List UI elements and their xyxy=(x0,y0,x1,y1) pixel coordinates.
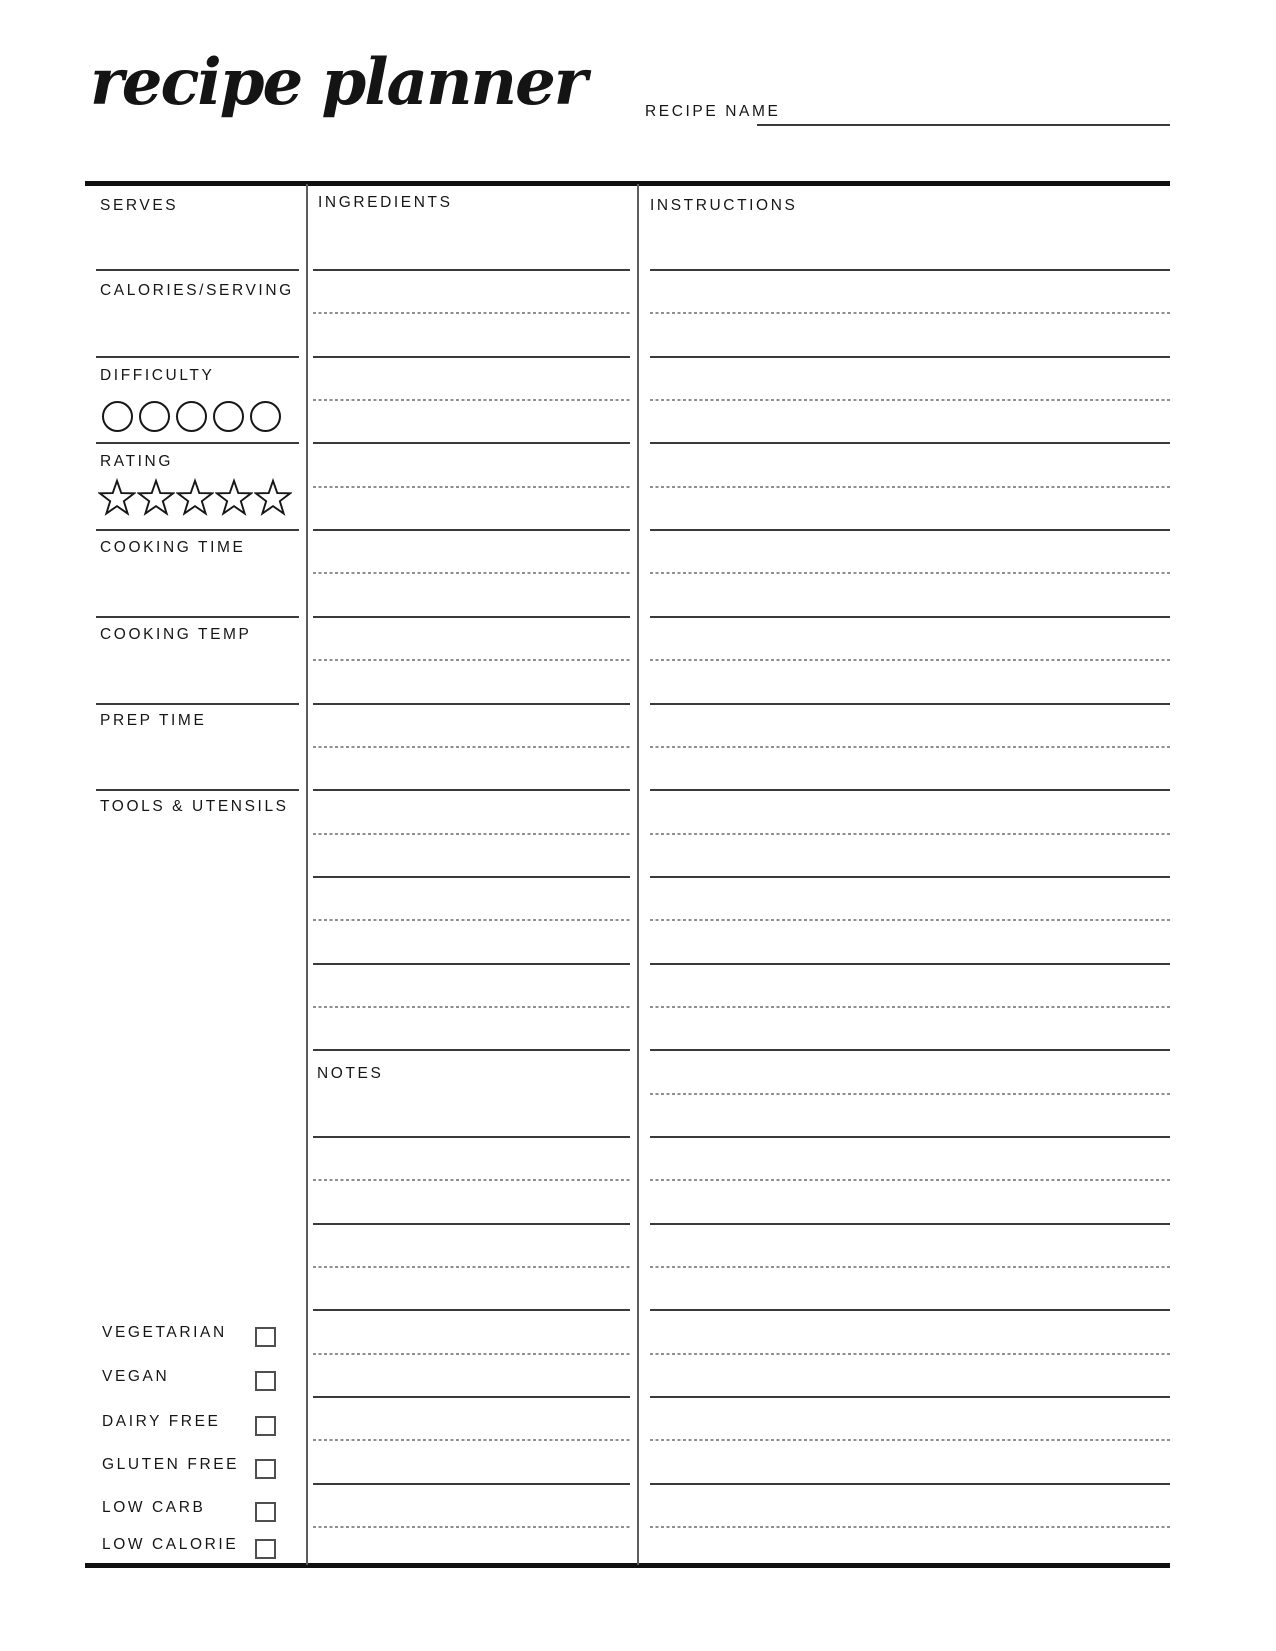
calories-per-serving-label: CALORIES/SERVING xyxy=(100,282,294,299)
instructions-area[interactable] xyxy=(650,270,1170,1527)
rating-star-icon[interactable] xyxy=(98,478,136,516)
instructions-rule-line-dashed xyxy=(650,1006,1170,1008)
instructions-rule-line-dashed xyxy=(650,399,1170,401)
difficulty-circle[interactable] xyxy=(102,401,133,432)
dietary-checkbox-vegetarian[interactable] xyxy=(255,1327,276,1347)
instructions-header: INSTRUCTIONS xyxy=(650,197,798,214)
instructions-rule-line-dashed xyxy=(650,1179,1170,1181)
difficulty-label: DIFFICULTY xyxy=(100,367,215,384)
ingredients-rule-line-dashed xyxy=(313,659,630,661)
rating-selector xyxy=(98,478,292,516)
ingredients-rule-line xyxy=(313,269,630,271)
instructions-rule-line xyxy=(650,1136,1170,1138)
recipe-name-label: RECIPE NAME xyxy=(645,103,781,120)
rating-star-icon[interactable] xyxy=(137,478,175,516)
instructions-rule-line xyxy=(650,1396,1170,1398)
dietary-label-low-calorie: LOW CALORIE xyxy=(102,1536,239,1553)
cooking-time-label: COOKING TIME xyxy=(100,539,246,556)
meta-separator-line xyxy=(96,703,299,705)
page-title: recipe planner xyxy=(90,45,586,120)
instructions-rule-line-dashed xyxy=(650,833,1170,835)
ingredients-rule-line-dashed xyxy=(313,1179,630,1181)
rating-star-icon[interactable] xyxy=(215,478,253,516)
instructions-rule-line-dashed xyxy=(650,1526,1170,1528)
prep-time-label: PREP TIME xyxy=(100,712,207,729)
instructions-rule-line xyxy=(650,1223,1170,1225)
instructions-rule-line-dashed xyxy=(650,1439,1170,1441)
ingredients-rule-line xyxy=(313,1049,630,1051)
ingredients-rule-line-dashed xyxy=(313,1006,630,1008)
ingredients-rule-line xyxy=(313,356,630,358)
difficulty-circle[interactable] xyxy=(213,401,244,432)
cooking-temp-label: COOKING TEMP xyxy=(100,626,252,643)
rating-label: RATING xyxy=(100,453,174,470)
ingredients-rule-line xyxy=(313,1396,630,1398)
table-bottom-border xyxy=(85,1563,1170,1568)
dietary-checkbox-low-calorie[interactable] xyxy=(255,1539,276,1559)
tools-utensils-label: TOOLS & UTENSILS xyxy=(100,798,289,815)
ingredients-rule-line xyxy=(313,789,630,791)
instructions-rule-line-dashed xyxy=(650,1353,1170,1355)
ingredients-rule-line xyxy=(313,529,630,531)
notes-header: NOTES xyxy=(317,1065,384,1082)
ingredients-rule-line xyxy=(313,1136,630,1138)
instructions-rule-line xyxy=(650,1483,1170,1485)
instructions-rule-line xyxy=(650,703,1170,705)
ingredients-rule-line-dashed xyxy=(313,312,630,314)
ingredients-rule-line xyxy=(313,442,630,444)
dietary-checkbox-gluten-free[interactable] xyxy=(255,1459,276,1479)
instructions-rule-line xyxy=(650,876,1170,878)
ingredients-rule-line-dashed xyxy=(313,572,630,574)
dietary-label-low-carb: LOW CARB xyxy=(102,1499,206,1516)
meta-separator-line xyxy=(96,356,299,358)
dietary-checkbox-vegan[interactable] xyxy=(255,1371,276,1391)
ingredients-rule-line-dashed xyxy=(313,486,630,488)
instructions-rule-line-dashed xyxy=(650,919,1170,921)
ingredients-rule-line xyxy=(313,1223,630,1225)
rating-star-icon[interactable] xyxy=(254,478,292,516)
dietary-checkbox-low-carb[interactable] xyxy=(255,1502,276,1522)
ingredients-rule-line xyxy=(313,703,630,705)
instructions-rule-line-dashed xyxy=(650,1266,1170,1268)
ingredients-rule-line-dashed xyxy=(313,1439,630,1441)
instructions-rule-line-dashed xyxy=(650,746,1170,748)
ingredients-rule-line xyxy=(313,616,630,618)
instructions-rule-line xyxy=(650,269,1170,271)
ingredients-rule-line xyxy=(313,963,630,965)
dietary-label-gluten-free: GLUTEN FREE xyxy=(102,1456,240,1473)
instructions-rule-line-dashed xyxy=(650,486,1170,488)
ingredients-rule-line-dashed xyxy=(313,833,630,835)
ingredients-rule-line xyxy=(313,1483,630,1485)
dietary-label-vegan: VEGAN xyxy=(102,1368,170,1385)
ingredients-rule-line xyxy=(313,1309,630,1311)
meta-separator-line xyxy=(96,442,299,444)
instructions-rule-line xyxy=(650,963,1170,965)
instructions-rule-line xyxy=(650,1309,1170,1311)
ingredients-header: INGREDIENTS xyxy=(318,194,453,211)
rating-star-icon[interactable] xyxy=(176,478,214,516)
meta-separator-line xyxy=(96,789,299,791)
dietary-checkbox-dairy-free[interactable] xyxy=(255,1416,276,1436)
ingredients-rule-line-dashed xyxy=(313,1266,630,1268)
ingredients-rule-line-dashed xyxy=(313,399,630,401)
column-divider-left xyxy=(306,184,308,1565)
difficulty-circle[interactable] xyxy=(176,401,207,432)
ingredients-rule-line-dashed xyxy=(313,1353,630,1355)
meta-separator-line xyxy=(96,616,299,618)
instructions-rule-line-dashed xyxy=(650,659,1170,661)
difficulty-circle[interactable] xyxy=(250,401,281,432)
meta-separator-line xyxy=(96,269,299,271)
column-divider-right xyxy=(637,184,639,1565)
instructions-rule-line xyxy=(650,789,1170,791)
ingredients-rule-line-dashed xyxy=(313,746,630,748)
dietary-label-dairy-free: DAIRY FREE xyxy=(102,1413,221,1430)
instructions-rule-line-dashed xyxy=(650,1093,1170,1095)
difficulty-selector xyxy=(102,401,281,432)
table-top-border xyxy=(85,181,1170,186)
instructions-rule-line xyxy=(650,356,1170,358)
ingredients-rule-line-dashed xyxy=(313,1526,630,1528)
instructions-rule-line xyxy=(650,1049,1170,1051)
recipe-name-input-line[interactable] xyxy=(757,124,1170,126)
difficulty-circle[interactable] xyxy=(139,401,170,432)
notes-area[interactable] xyxy=(313,1137,630,1527)
instructions-rule-line xyxy=(650,529,1170,531)
ingredients-rule-line-dashed xyxy=(313,919,630,921)
dietary-label-vegetarian: VEGETARIAN xyxy=(102,1324,227,1341)
meta-separator-line xyxy=(96,529,299,531)
instructions-rule-line xyxy=(650,616,1170,618)
instructions-rule-line-dashed xyxy=(650,572,1170,574)
instructions-rule-line-dashed xyxy=(650,312,1170,314)
serves-label: SERVES xyxy=(100,197,179,214)
ingredients-rule-line xyxy=(313,876,630,878)
instructions-rule-line xyxy=(650,442,1170,444)
